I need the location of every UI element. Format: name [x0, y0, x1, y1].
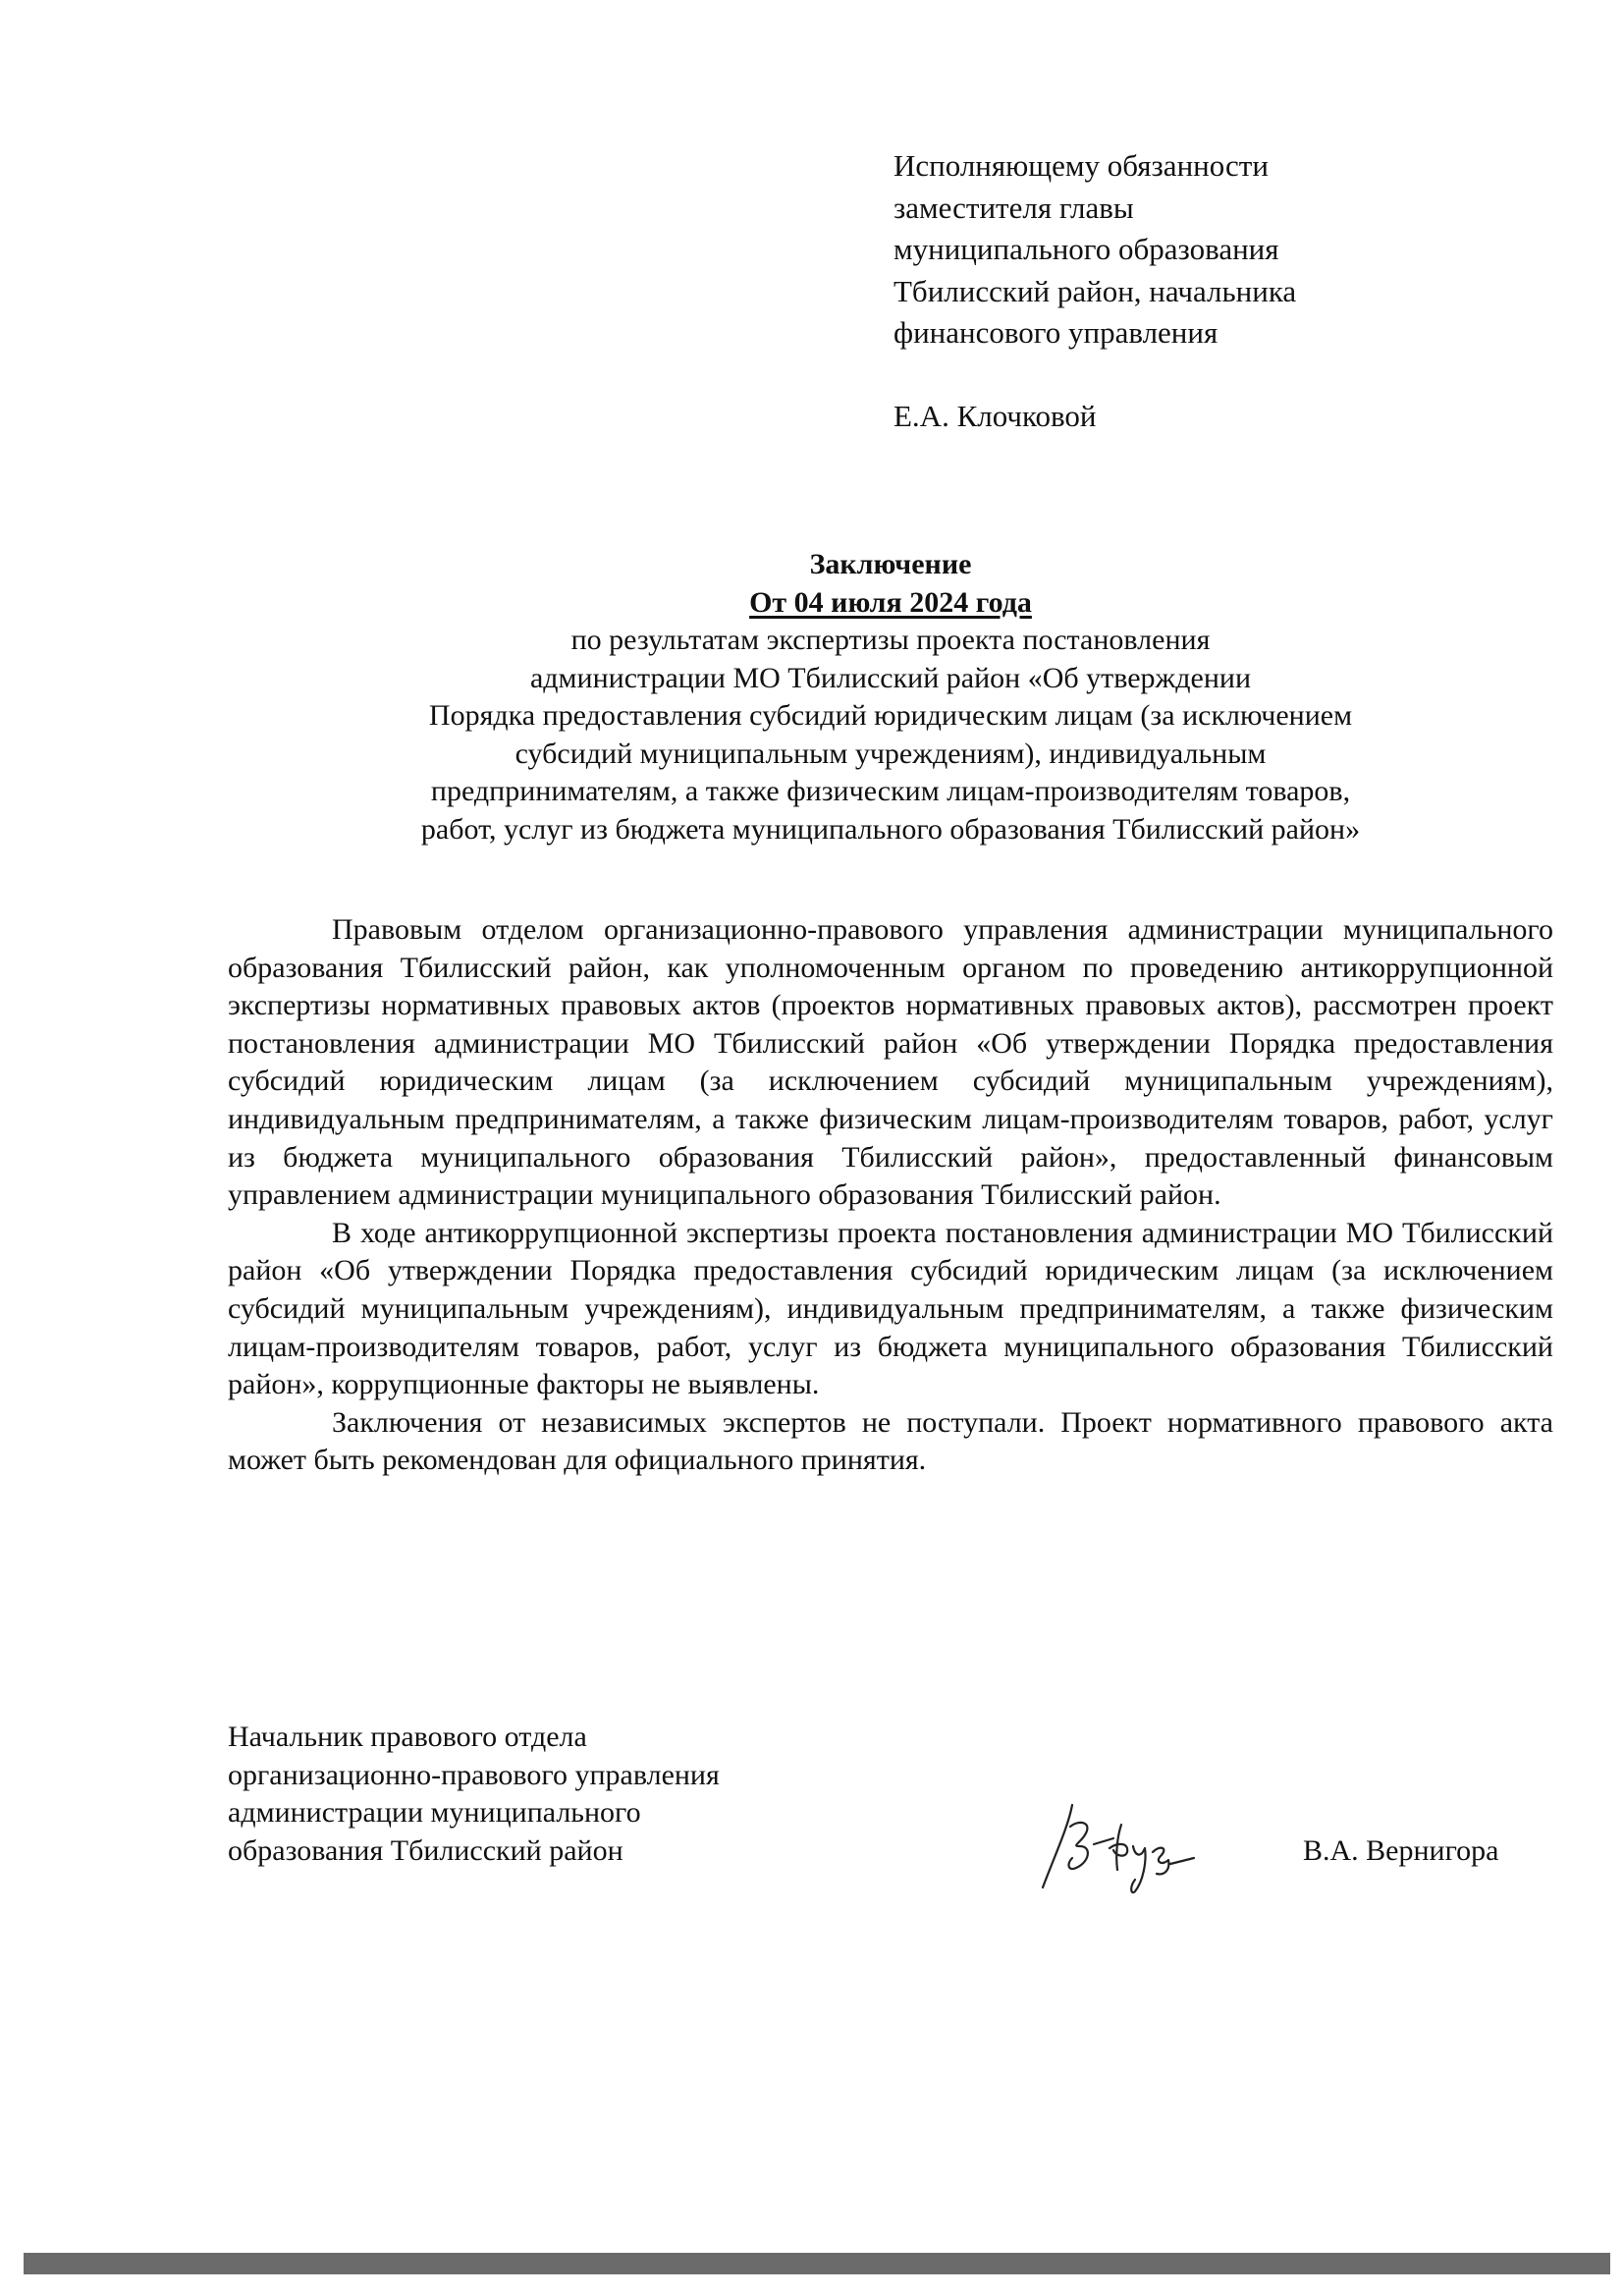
- addressee-line: заместителя главы: [893, 190, 1134, 225]
- signature-block: [228, 1719, 1553, 1895]
- scan-edge-bar: [24, 2253, 1610, 2274]
- addressee-line: финансового управления: [893, 315, 1218, 350]
- position-line: образования Тбилисский район: [228, 1833, 623, 1867]
- addressee-block: [893, 145, 1443, 437]
- handwritten-signature-icon: [1033, 1797, 1210, 1905]
- document-title-block: [228, 546, 1553, 848]
- document-body: [228, 911, 1553, 1480]
- body-paragraph: Правовым отделом организационно-правового управления администрации муниципального образования Тбилисский район, как уполномоченным органом по проведению антикоррупционной экспертизы нормативных правовых актов (проектов нормативных правовых актов), рассмотрен проект постановления администрации МО Тбилисский район «Об утверждении Порядка предоставления субсидий юридическим лицам (за исключением субсидий муниципальным учреждениям), индивидуальным предпринимателям, а также физическим лицам-производителям товаров, работ, услуг из бюджета муниципального образования Тбилисский район», предоставленный финансовым управлением администрации муниципального образования Тбилисский район.: [228, 913, 1553, 1212]
- addressee-name: Е.А. Клочковой: [893, 398, 1097, 433]
- title-subline: Порядка предоставления субсидий юридическим лицам (за исключением: [428, 699, 1353, 732]
- title-subline: работ, услуг из бюджета муниципального образования Тбилисский район»: [420, 812, 1361, 846]
- document-heading: Заключение: [809, 548, 972, 580]
- position-line: Начальник правового отдела: [228, 1721, 587, 1753]
- body-paragraph: Заключения от независимых экспертов не поступали. Проект нормативного правового акта может быть рекомендован для официального принятия.: [228, 1405, 1553, 1477]
- body-paragraph: В ходе антикоррупционной экспертизы проекта постановления администрации МО Тбилисский район «Об утверждении Порядка предоставления субсидий юридическим лицам (за исключением субсидий муниципальным учреждениям), индивидуальным предпринимателям, а также физическим лицам-производителям товаров, работ, услуг из бюджета муниципального образования Тбилисский район», коррупционные факторы не выявлены.: [228, 1216, 1553, 1401]
- addressee-line: Исполняющему обязанности: [893, 148, 1269, 183]
- document-date: От 04 июля 2024 года: [749, 585, 1032, 619]
- position-line: администрации муниципального: [228, 1796, 641, 1829]
- signer-position: [228, 1719, 720, 1870]
- addressee-line: Тбилисский район, начальника: [893, 273, 1297, 308]
- title-subline: по результатам экспертизы проекта постановления: [570, 624, 1211, 656]
- addressee-line: муниципального образования: [893, 232, 1279, 266]
- title-subline: субсидий муниципальным учреждениям), индивидуальным: [514, 737, 1267, 770]
- signer-name: В.А. Вернигора: [1303, 1834, 1499, 1867]
- title-subline: администрации МО Тбилисский район «Об утверждении: [529, 661, 1252, 694]
- title-subline: предпринимателям, а также физическим лицам-производителям товаров,: [430, 775, 1351, 807]
- position-line: организационно-правового управления: [228, 1758, 720, 1791]
